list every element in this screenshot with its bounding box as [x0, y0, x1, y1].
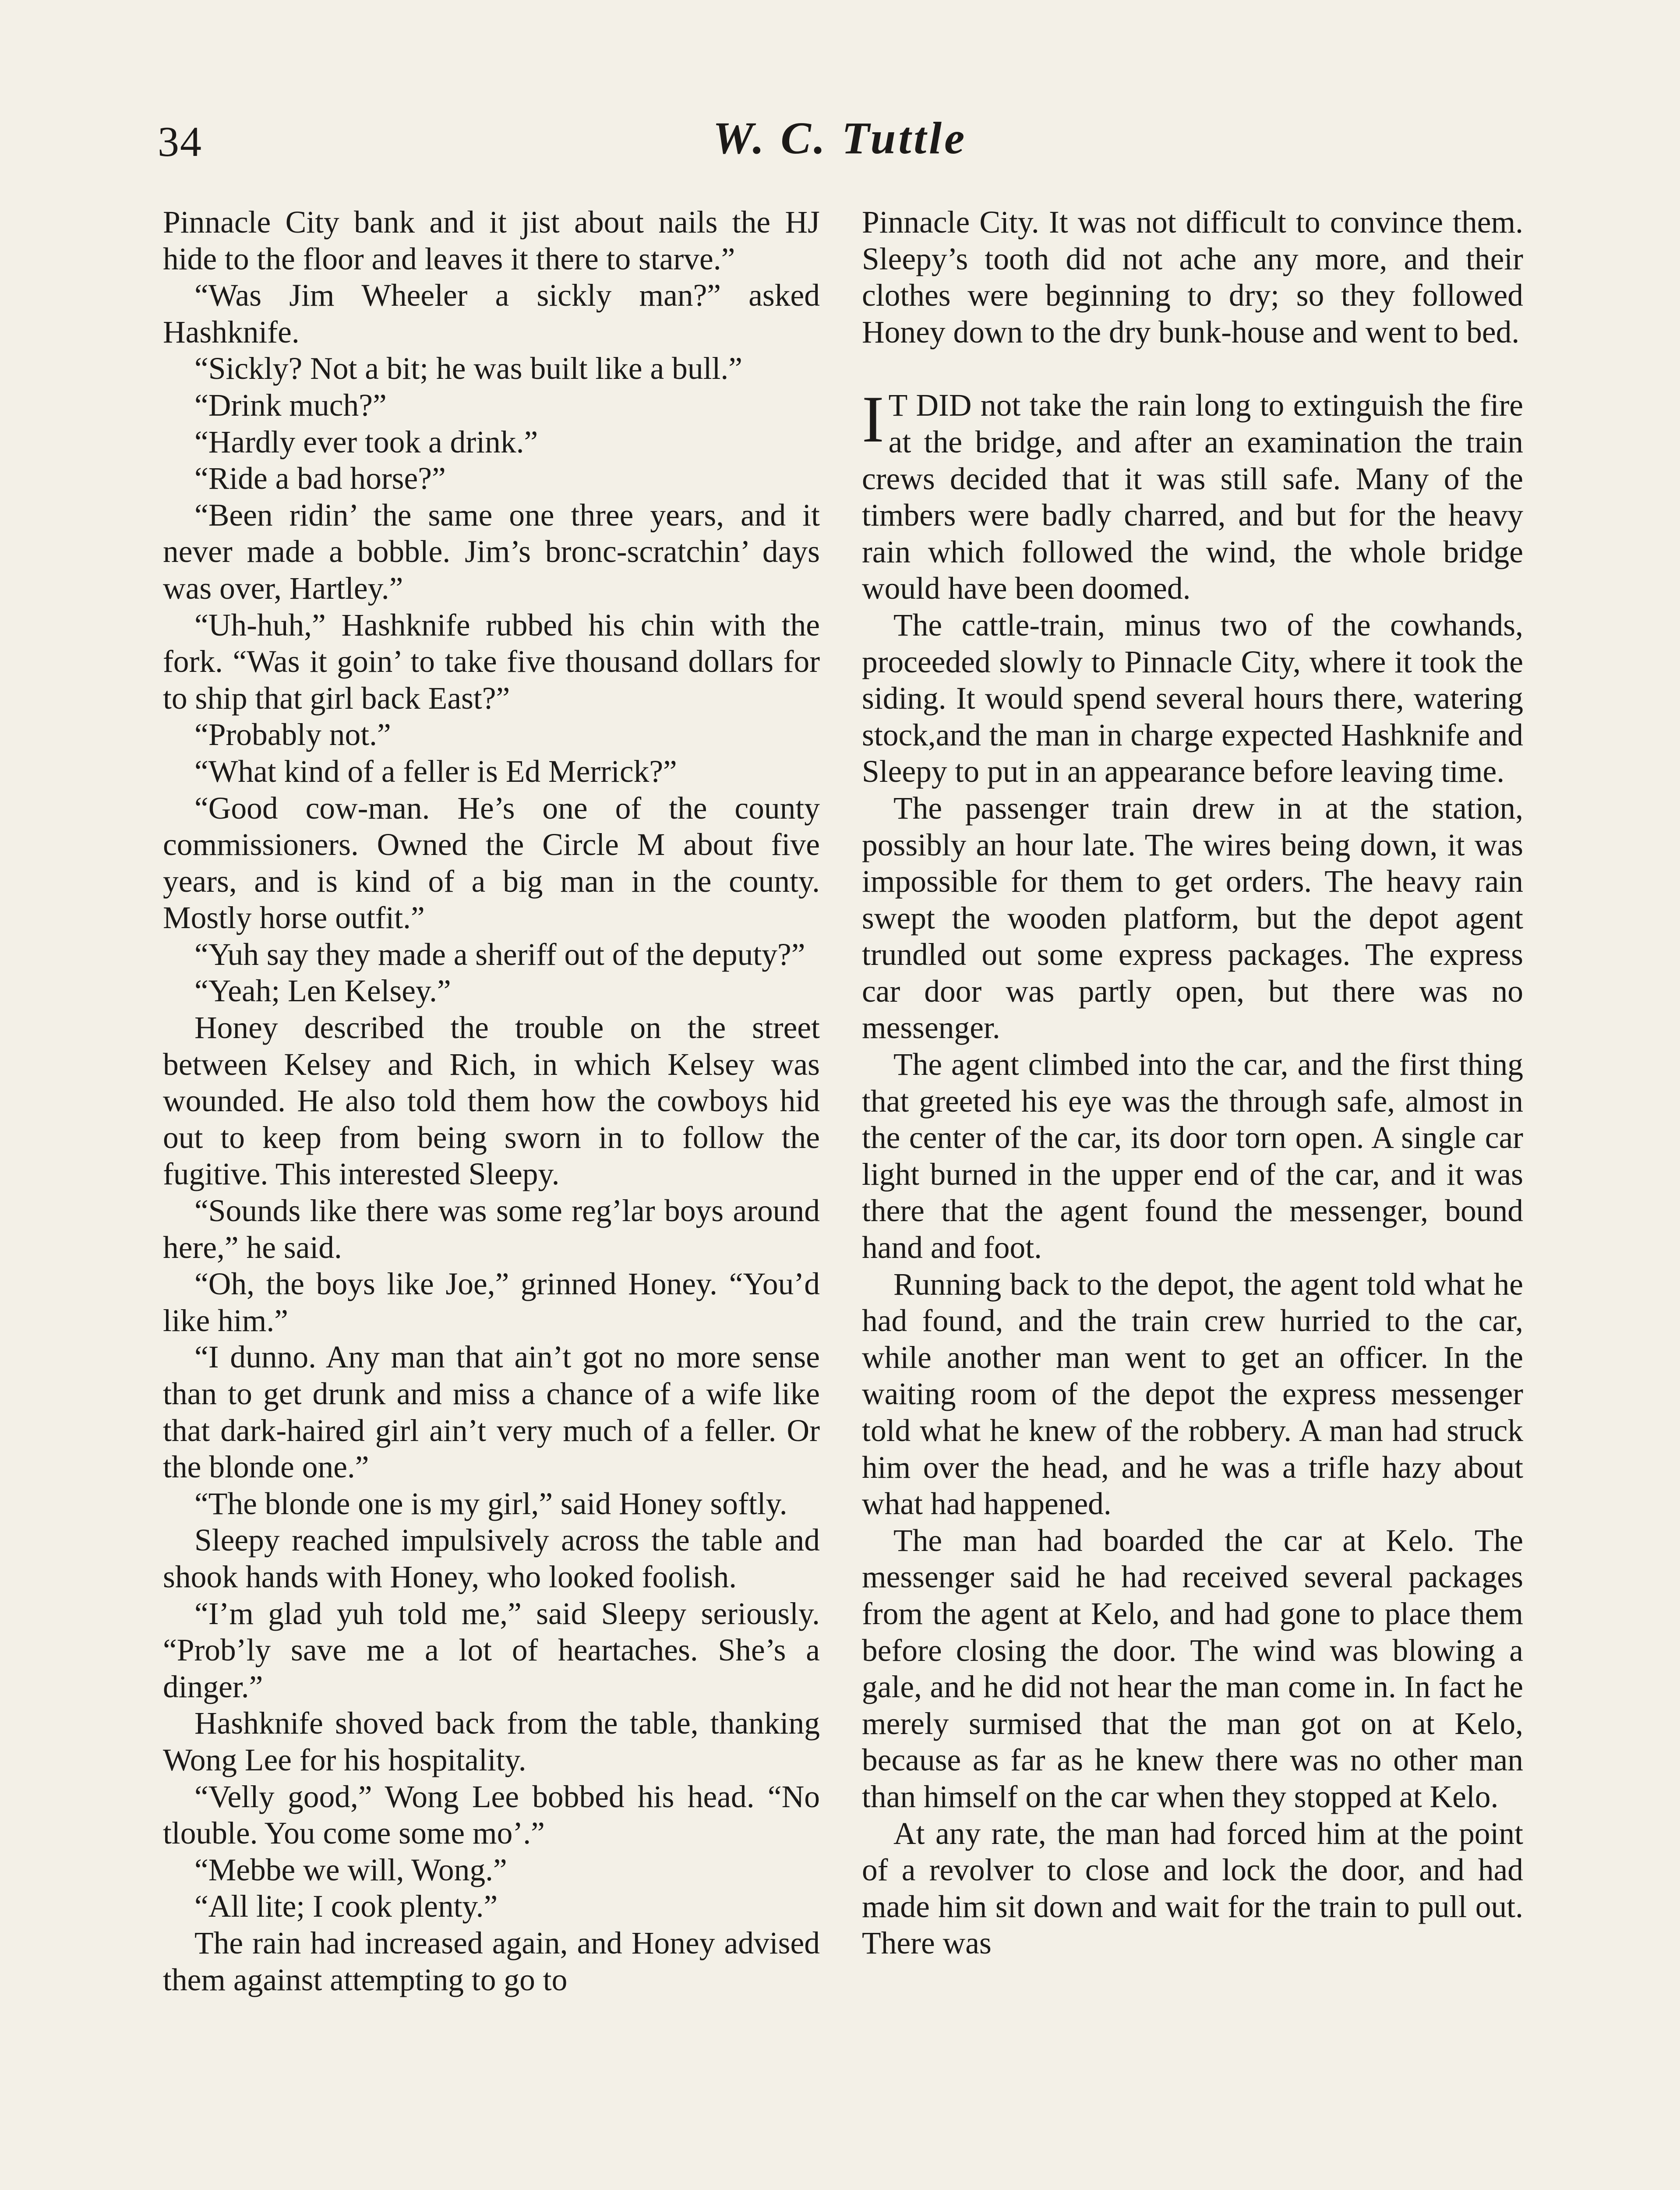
paragraph: The agent climbed into the car, and the first thing that greeted his eye was the through safe, almost in the center of the car, its door torn open. A single car light burned in the upper end of the car, and it was there that the agent found the messenger, bound hand and foot.: [862, 1047, 1523, 1265]
paragraph: “Yuh say they made a sheriff out of the deputy?”: [194, 937, 805, 972]
paragraph: Pinnacle City. It was not difficult to convince them. Sleepy’s tooth did not ache any more, and their clothes were beginning to dry; so they followed Honey down to the dry bunk-house and went to bed.: [862, 205, 1523, 350]
paragraph: “Ride a bad horse?”: [194, 461, 446, 496]
paragraph: “The blonde one is my girl,” said Honey softly.: [194, 1486, 787, 1521]
paragraph: Hashknife shoved back from the table, thanking Wong Lee for his hospitality.: [163, 1706, 820, 1777]
paragraph: “I dunno. Any man that ain’t got no more sense than to get drunk and miss a chance of a wife like that dark-haired girl ain’t very much of a feller. Or the blonde one.”: [163, 1340, 820, 1485]
paragraph: “Mebbe we will, Wong.”: [194, 1852, 507, 1887]
paragraph: “I’m glad yuh told me,” said Sleepy seriously. “Prob’ly save me a lot of heartaches. She’s a dinger.”: [163, 1596, 820, 1704]
paragraph: “Sounds like there was some reg’lar boys around here,” he said.: [163, 1194, 820, 1265]
paragraph: “Yeah; Len Kelsey.”: [194, 974, 451, 1009]
paragraph: At any rate, the man had forced him at the point of a revolver to close and lock the door, and had made him sit down and wait for the train to pull out. There was: [862, 1816, 1523, 1961]
paragraph: “Oh, the boys like Joe,” grinned Honey. “You’d like him.”: [163, 1267, 820, 1338]
paragraph: The cattle-train, minus two of the cowhands, proceeded slowly to Pinnacle City, where it took the siding. It would spend several hours there, watering stock,and the man in charge expected Hashknife and Sleepy to put in an appearance before leaving time.: [862, 608, 1523, 789]
running-head-author: W. C. Tuttle: [713, 113, 967, 163]
paragraph: Honey described the trouble on the street between Kelsey and Rich, in which Kelsey was wounded. He also told them how the cowboys hid out to keep from being sworn in to follow the fugitive. This interested Sleepy.: [163, 1010, 820, 1192]
paragraph: “Good cow-man. He’s one of the county commissioners. Owned the Circle M about five years, and is kind of a big man in the county. Mostly horse outfit.”: [163, 791, 820, 936]
paragraph: “All lite; I cook plenty.”: [194, 1889, 498, 1924]
drop-cap: I: [862, 382, 884, 456]
paragraph: “Probably not.”: [194, 717, 391, 752]
right-column: [862, 204, 1523, 1962]
paragraph: “Been ridin’ the same one three years, and it never made a bobble. Jim’s bronc-scratchin’ days was over, Hartley.”: [163, 498, 820, 606]
paragraph: “What kind of a feller is Ed Merrick?”: [194, 754, 677, 789]
section-opening-paragraph: [862, 382, 1523, 607]
paragraph: “Uh-huh,” Hashknife rubbed his chin with the fork. “Was it goin’ to take five thousand dollars for to ship that girl back East?”: [163, 608, 820, 716]
paragraph: The rain had increased again, and Honey advised them against attempting to go to: [163, 1925, 820, 1997]
paragraph: The passenger train drew in at the station, possibly an hour late. The wires being down, it was impossible for them to get orders. The heavy rain swept the wooden platform, but the depot agent trundled out some express packages. The express car door was partly open, but there was no messenger.: [862, 791, 1523, 1046]
left-column: [163, 204, 820, 1998]
lead-words: T DID: [888, 388, 972, 423]
paragraph: Running back to the depot, the agent told what he had found, and the train crew hurried to the car, while another man went to get an officer. In the waiting room of the depot the express messenger told what he knew of the robbery. A man had struck him over the head, and he was a trifle hazy about what had happened.: [862, 1267, 1523, 1522]
paragraph: “Hardly ever took a drink.”: [194, 424, 538, 459]
paragraph: “Was Jim Wheeler a sickly man?” asked Hashknife.: [163, 278, 820, 350]
section-text: not take the rain long to extinguish the fire at the bridge, and after an examination the train crews decided that it was still safe. Many of the timbers were badly charred, and but for the heavy rain which followed the wind, the whole bridge would have been doomed.: [862, 388, 1523, 606]
page-number: 34: [158, 118, 202, 166]
paragraph: Pinnacle City bank and it jist about nails the HJ hide to the floor and leaves it there to starve.”: [163, 205, 820, 276]
paragraph: “Drink much?”: [194, 388, 387, 423]
paragraph: “Velly good,” Wong Lee bobbed his head. “No tlouble. You come some mo’.”: [163, 1779, 820, 1851]
paragraph: “Sickly? Not a bit; he was built like a bull.”: [194, 351, 742, 386]
paragraph: The man had boarded the car at Kelo. The messenger said he had received several packages from the agent at Kelo, and had gone to place them before closing the door. The wind was blowing a gale, and he did not hear the man come in. In fact he merely surmised that the man got on at Kelo, because as far as he knew there was no other man than himself on the car when they stopped at Kelo.: [862, 1523, 1523, 1814]
paragraph: Sleepy reached impulsively across the table and shook hands with Honey, who looked foolish.: [163, 1523, 820, 1594]
